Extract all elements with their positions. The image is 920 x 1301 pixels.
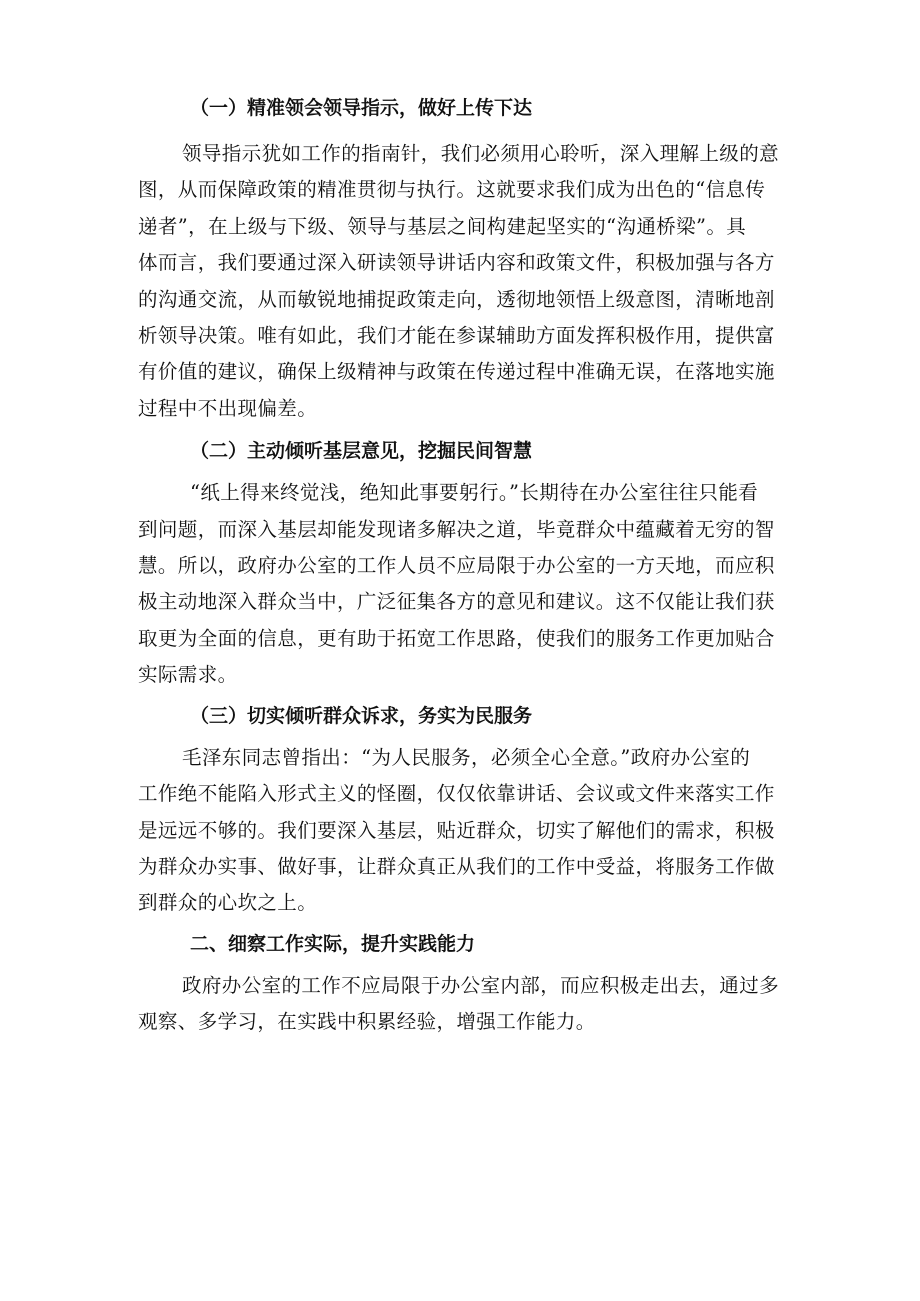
section-paragraph-3 [138,740,786,922]
paragraph-line: 政府办公室的工作不应局限于办公室内部，而应积极走出去，通过多 [182,973,780,997]
document-page [138,88,786,1041]
paragraph-line: 慧。所以，政府办公室的工作人员不应局限于办公室的一方天地，而应积 [138,554,775,578]
section-heading-1: （一）精准领会领导指示，做好上传下达 [190,97,533,119]
section-paragraph-4 [138,968,786,1041]
paragraph-line: 毛泽东同志曾指出：“为人民服务，必须全心全意。”政府办公室的 [182,745,751,769]
paragraph-line: 极主动地深入群众当中，广泛征集各方的意见和建议。这不仅能让我们获 [138,590,775,614]
paragraph-line: 递者”，在上级与下级、领导与基层之间构建起坚实的“沟通桥梁”。具 [138,214,747,238]
paragraph-line: 有价值的建议，确保上级精神与政策在传递过程中准确无误，在落地实施 [138,360,775,384]
section-heading-2: （二）主动倾听基层意见，挖掘民间智慧 [190,440,533,463]
paragraph-line: 观察、多学习，在实践中积累经验，增强工作能力。 [138,1010,596,1034]
paragraph-line: 过程中不出现偏差。 [138,396,318,420]
paragraph-line: 工作绝不能陷入形式主义的怪圈，仅仅依靠讲话、会议或文件来落实工作 [138,782,775,806]
paragraph-line: 为群众办实事、做好事，让群众真正从我们的工作中受益，将服务工作做 [138,854,775,878]
paragraph-line: 领导指示犹如工作的指南针，我们必须用心聆听，深入理解上级的意 [182,142,780,165]
paragraph-line: 是远远不够的。我们要深入基层，贴近群众，切实了解他们的需求，积极 [138,818,775,842]
section-heading-3: （三）切实倾听群众诉求，务实为民服务 [190,704,533,727]
paragraph-line: 取更为全面的信息，更有助于拓宽工作思路，使我们的服务工作更加贴合 [138,626,775,650]
paragraph-line: 析领导决策。唯有如此，我们才能在参谋辅助方面发挥积极作用，提供富 [138,324,775,348]
paragraph-line: “纸上得来终觉浅，绝知此事要躬行。”长期待在办公室往往只能看 [190,481,759,505]
section-heading-4: 二、细察工作实际，提升实践能力 [190,932,476,955]
paragraph-line: 的沟通交流，从而敏锐地捕捉政策走向，透彻地领悟上级意图，清晰地剖 [138,287,775,311]
section-paragraph-1 [138,136,786,427]
paragraph-line: 到问题，而深入基层却能发现诸多解决之道，毕竟群众中蕴藏着无穷的智 [138,517,775,541]
paragraph-line: 体而言，我们要通过深入研读领导讲话内容和政策文件，积极加强与各方 [138,251,775,275]
paragraph-line: 实际需求。 [138,663,238,687]
paragraph-line: 到群众的心坎之上。 [138,891,318,915]
paragraph-line: 图，从而保障政策的精准贯彻与执行。这就要求我们成为出色的“信息传 [138,178,766,202]
section-paragraph-2 [138,475,786,693]
